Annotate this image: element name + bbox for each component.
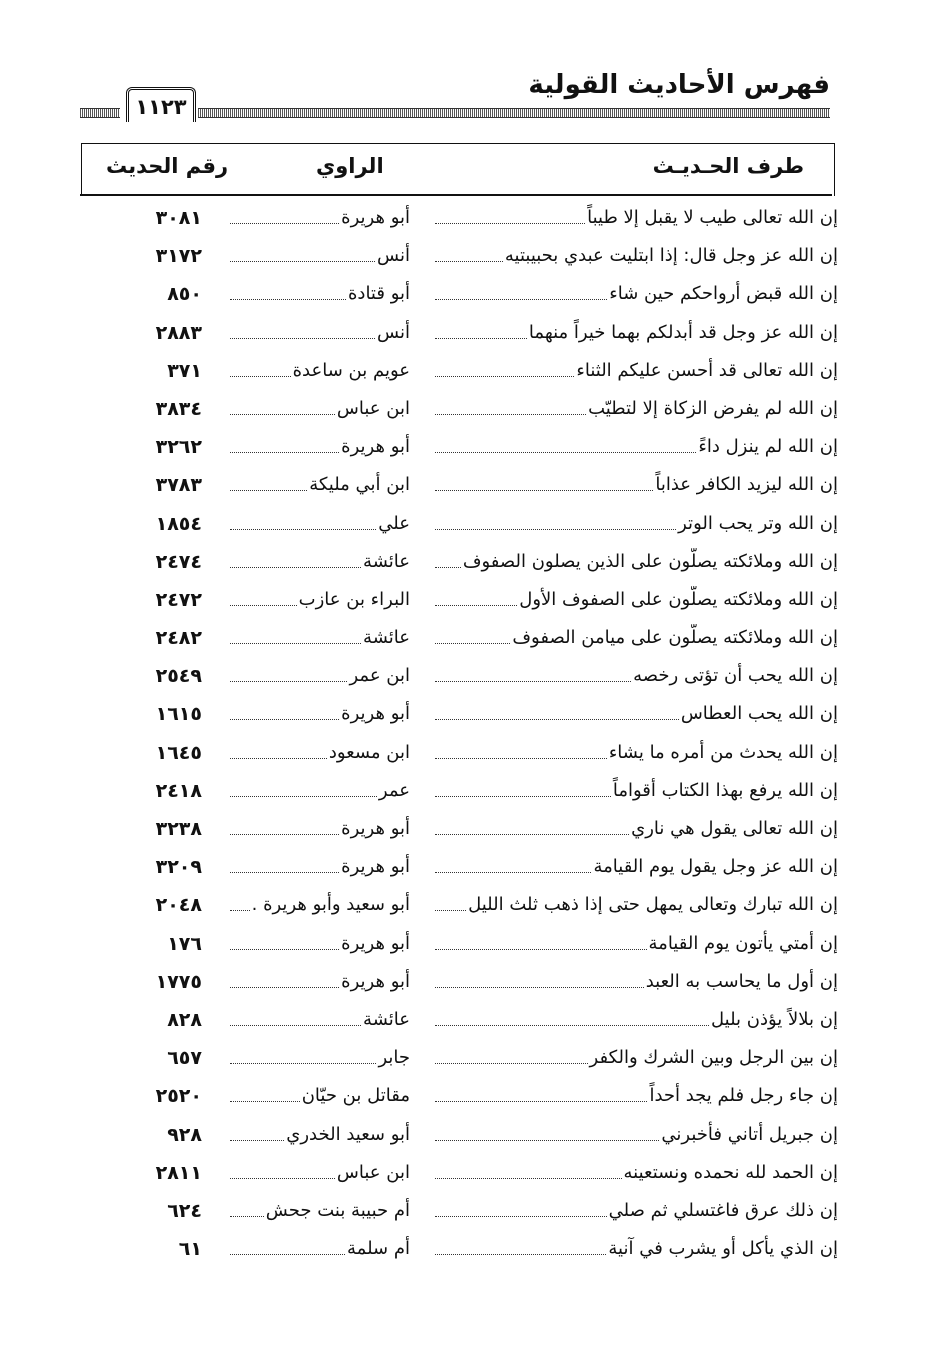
narrator-text: مقاتل بن حيّان [301, 1085, 410, 1107]
leader-dots [435, 510, 676, 530]
hadith-number: ٦٥٧ [167, 1047, 202, 1070]
leader-dots [230, 700, 339, 720]
hadith-cell [435, 1159, 838, 1187]
column-header-number: رقم الحديث [106, 154, 229, 178]
hadith-text: إن أول ما يحاسب به العبد [645, 970, 838, 992]
narrator-text: أبو هريرة [341, 818, 410, 839]
leader-dots [435, 1006, 709, 1026]
leader-dots [230, 1121, 284, 1141]
table-row [80, 236, 840, 274]
narrator-text: عويم بن ساعدة [292, 359, 410, 381]
hadith-text: إن الله ليزيد الكافر عذاباً [655, 474, 838, 496]
hadith-text: إن الله يحب العطاس [680, 703, 838, 725]
leader-dots [435, 739, 607, 759]
leader-dots [230, 280, 346, 300]
narrator-cell [230, 815, 410, 843]
page-title: فهرس الأحاديث القولية [528, 70, 830, 100]
narrator-cell [230, 624, 410, 652]
narrator-text: عائشة [363, 627, 410, 649]
hadith-text: إن الله يحب أن تؤتى رخصه [633, 665, 838, 687]
hadith-number: ١٧٦ [167, 932, 202, 955]
column-header [81, 143, 835, 196]
narrator-text: ابن عمر [349, 665, 410, 687]
narrator-cell [230, 1082, 410, 1110]
hadith-cell [435, 1082, 838, 1110]
leader-dots [230, 1159, 335, 1179]
leader-dots [435, 815, 629, 835]
narrator-text: أبو قتادة [348, 283, 410, 305]
leader-dots [435, 777, 611, 797]
table-row [80, 924, 840, 962]
hadith-number: ٢٥٤٩ [155, 665, 202, 688]
leader-dots [230, 815, 339, 835]
hadith-number: ٣١٧٢ [155, 245, 202, 268]
hadith-number: ٣٢٣٨ [155, 818, 202, 840]
hadith-cell [435, 662, 838, 690]
hadith-number: ١٦١٥ [155, 703, 202, 726]
hadith-number: ٨٥٠ [167, 283, 202, 306]
hadith-number: ٢٥٢٠ [155, 1085, 202, 1108]
table-row [80, 656, 840, 694]
hadith-number: ٢٨١١ [155, 1161, 202, 1184]
leader-dots [435, 319, 527, 339]
hadith-number: ٢٤٧٤ [155, 550, 202, 573]
leader-dots [230, 204, 339, 224]
hadith-text: إن الله وملائكته يصلّون على ميامن الصفوف [512, 627, 838, 649]
leader-dots [435, 280, 607, 300]
hadith-number: ٣٧٨٣ [155, 474, 202, 497]
leader-dots [230, 853, 339, 873]
leader-dots [230, 242, 375, 262]
leader-dots [435, 891, 466, 911]
hadith-cell [435, 968, 838, 996]
table-row [80, 1038, 840, 1076]
table-row [80, 694, 840, 732]
narrator-text: عائشة [363, 1008, 410, 1030]
leader-dots [435, 662, 631, 682]
narrator-cell [230, 891, 410, 919]
narrator-text: أنس [377, 321, 410, 343]
narrator-cell [230, 510, 410, 538]
hadith-number: ٣٨٣٤ [155, 397, 202, 420]
narrator-text: أبو هريرة [341, 856, 410, 878]
table-row [80, 962, 840, 1000]
hadith-number: ٢٤١٨ [155, 779, 202, 802]
page-header [80, 70, 830, 122]
leader-dots [435, 586, 517, 606]
hadith-number: ٣٢٠٩ [155, 856, 202, 879]
narrator-cell [230, 1235, 410, 1263]
table-row [80, 504, 840, 542]
narrator-cell [230, 357, 410, 385]
hadith-number: ٦١ [178, 1238, 202, 1261]
hadith-cell [435, 586, 838, 614]
hadith-text: إن أمتي يأتون يوم القيامة [648, 932, 838, 954]
hadith-cell [435, 1121, 838, 1149]
hadith-cell [435, 242, 838, 270]
hadith-number: ١٧٧٥ [155, 970, 202, 993]
leader-dots [230, 357, 291, 377]
hadith-text: إن الله تعالى قد أحسن عليكم الثناء [576, 359, 838, 381]
index-table [80, 198, 840, 1267]
hadith-text: إن الله عز وجل يقول يوم القيامة [593, 856, 838, 878]
leader-dots [435, 1121, 659, 1141]
leader-dots [230, 548, 361, 568]
hadith-text: إن الذي يأكل أو يشرب في آنية [608, 1238, 838, 1260]
narrator-text: عمر [378, 779, 410, 801]
leader-dots [435, 548, 461, 568]
hadith-text: إن ذلك عرق فاغتسلي ثم صلي [608, 1199, 838, 1221]
hadith-cell [435, 1006, 838, 1034]
hadith-number: ٩٢٨ [167, 1123, 202, 1146]
leader-dots [435, 204, 585, 224]
hadith-cell [435, 624, 838, 652]
hadith-number: ٣٠٨١ [155, 207, 202, 229]
leader-dots [230, 739, 327, 759]
hadith-cell [435, 739, 838, 767]
table-row [80, 351, 840, 389]
narrator-text: ابن أبي مليكة [309, 474, 410, 496]
hadith-text: إن بين الرجل وبين الشرك والكفر [589, 1047, 838, 1069]
hadith-number: ٣٧١ [167, 359, 202, 382]
column-header-narrator: الراوي [316, 154, 384, 178]
hadith-text: إن الله تعالى يقول هي ناري [631, 818, 838, 839]
hadith-cell [435, 204, 838, 232]
hadith-text: إن الله لم يفرض الزكاة إلا لتطيّب [588, 397, 838, 419]
leader-dots [435, 1197, 607, 1217]
hadith-cell [435, 1235, 838, 1263]
hadith-cell [435, 891, 838, 919]
hadith-cell [435, 930, 838, 958]
narrator-cell [230, 853, 410, 881]
narrator-text: أبو هريرة [341, 703, 410, 725]
hadith-cell [435, 510, 838, 538]
table-row [80, 847, 840, 885]
table-row [80, 771, 840, 809]
narrator-cell [230, 433, 410, 461]
narrator-text: جابر [378, 1047, 410, 1069]
hadith-number: ٣٢٦٢ [155, 436, 202, 459]
column-header-hadith: طرف الحـديـث [652, 154, 804, 178]
narrator-cell [230, 968, 410, 996]
hadith-text: إن الحمد لله نحمده ونستعينه [623, 1161, 838, 1183]
narrator-cell [230, 204, 410, 232]
narrator-cell [230, 930, 410, 958]
table-row [80, 1229, 840, 1267]
table-row [80, 542, 840, 580]
table-row [80, 733, 840, 771]
header-rule-right [198, 108, 830, 118]
leader-dots [230, 777, 377, 797]
leader-dots [230, 968, 339, 988]
table-row [80, 389, 840, 427]
leader-dots [230, 471, 307, 491]
hadith-number: ٢٤٧٢ [155, 588, 202, 611]
table-row [80, 465, 840, 503]
narrator-text: أبو هريرة [341, 970, 410, 992]
leader-dots [435, 433, 696, 453]
hadith-text: إن الله وملائكته يصلّون على الذين يصلون الصفوف [462, 550, 838, 572]
narrator-cell [230, 395, 410, 423]
table-row [80, 1115, 840, 1153]
narrator-cell [230, 1159, 410, 1187]
leader-dots [230, 1082, 300, 1102]
column-header-rule [80, 194, 832, 196]
table-row [80, 1191, 840, 1229]
hadith-number: ٢٤٨٢ [155, 627, 202, 650]
narrator-text: أبو سعيد وأبو هريرة . [251, 894, 410, 916]
leader-dots [230, 510, 376, 530]
narrator-text: أنس [377, 245, 410, 267]
narrator-cell [230, 586, 410, 614]
hadith-cell [435, 471, 838, 499]
narrator-cell [230, 548, 410, 576]
hadith-cell [435, 319, 838, 347]
narrator-cell [230, 280, 410, 308]
leader-dots [435, 624, 510, 644]
hadith-number: ٨٢٨ [167, 1008, 202, 1031]
narrator-text: أم حبيبة بنت جحش [265, 1199, 410, 1221]
narrator-cell [230, 471, 410, 499]
hadith-cell [435, 1197, 838, 1225]
table-row [80, 618, 840, 656]
leader-dots [230, 319, 375, 339]
table-row [80, 885, 840, 923]
leader-dots [435, 1159, 622, 1179]
narrator-text: أبو هريرة [341, 207, 410, 228]
leader-dots [230, 1197, 264, 1217]
narrator-cell [230, 777, 410, 805]
hadith-cell [435, 853, 838, 881]
leader-dots [230, 586, 297, 606]
hadith-text: إن الله يرفع بهذا الكتاب أقواماً [612, 779, 838, 801]
hadith-cell [435, 700, 838, 728]
leader-dots [435, 853, 591, 873]
narrator-text: ابن مسعود [328, 741, 410, 763]
table-row [80, 198, 840, 236]
leader-dots [435, 242, 503, 262]
leader-dots [435, 395, 586, 415]
narrator-text: عائشة [363, 550, 410, 572]
hadith-number: ١٦٤٥ [155, 741, 202, 764]
hadith-cell [435, 548, 838, 576]
hadith-cell [435, 777, 838, 805]
hadith-text: إن بلالاً يؤذن بليل [711, 1008, 838, 1030]
narrator-text: أبو هريرة [341, 932, 410, 954]
table-row [80, 580, 840, 618]
narrator-cell [230, 1044, 410, 1072]
leader-dots [435, 968, 644, 988]
leader-dots [435, 930, 647, 950]
hadith-number: ٢٨٨٣ [155, 321, 202, 344]
leader-dots [435, 357, 574, 377]
narrator-cell [230, 662, 410, 690]
hadith-cell [435, 815, 838, 843]
hadith-text: إن الله قبض أرواحكم حين شاء [609, 283, 838, 305]
hadith-text: إن الله وملائكته يصلّون على الصفوف الأول [519, 588, 838, 610]
leader-dots [435, 1044, 588, 1064]
leader-dots [230, 624, 361, 644]
hadith-cell [435, 1044, 838, 1072]
hadith-text: إن الله عز وجل قال: إذا ابتليت عبدي بحبيبتيه [504, 245, 838, 267]
narrator-text: البراء بن عازب [298, 588, 410, 610]
narrator-text: ابن عباس [336, 1161, 410, 1183]
hadith-cell [435, 280, 838, 308]
hadith-text: إن جبريل أتاني فأخبرني [661, 1123, 838, 1145]
leader-dots [435, 471, 653, 491]
table-row [80, 1076, 840, 1114]
narrator-cell [230, 1197, 410, 1225]
hadith-number: ٢٠٤٨ [155, 894, 202, 917]
hadith-cell [435, 357, 838, 385]
leader-dots [230, 1006, 361, 1026]
leader-dots [230, 395, 335, 415]
narrator-cell [230, 739, 410, 767]
hadith-number: ١٨٥٤ [155, 512, 202, 535]
hadith-number: ٦٢٤ [167, 1199, 202, 1222]
table-row [80, 809, 840, 847]
table-row [80, 274, 840, 312]
table-row [80, 1153, 840, 1191]
hadith-text: إن الله يحدث من أمره ما يشاء [608, 741, 838, 763]
narrator-cell [230, 319, 410, 347]
narrator-cell [230, 700, 410, 728]
leader-dots [435, 1082, 647, 1102]
table-row [80, 1000, 840, 1038]
leader-dots [230, 930, 339, 950]
leader-dots [230, 662, 347, 682]
header-rule-left [80, 108, 120, 118]
narrator-cell [230, 1006, 410, 1034]
leader-dots [230, 891, 250, 911]
narrator-text: أبو سعيد الخدري [286, 1123, 410, 1145]
hadith-text: إن الله تعالى طيب لا يقبل إلا طيباً [587, 207, 838, 228]
narrator-text: أبو هريرة [341, 436, 410, 458]
narrator-cell [230, 1121, 410, 1149]
leader-dots [435, 1235, 606, 1255]
leader-dots [230, 433, 339, 453]
narrator-text: علي [378, 512, 410, 534]
hadith-text: إن جاء رجل فلم يجد أحداً [649, 1085, 838, 1107]
leader-dots [435, 700, 679, 720]
hadith-text: إن الله تبارك وتعالى يمهل حتى إذا ذهب ثلث الليل [468, 894, 838, 916]
hadith-cell [435, 395, 838, 423]
leader-dots [230, 1235, 345, 1255]
hadith-text: إن الله وتر يحب الوتر [678, 512, 838, 534]
narrator-cell [230, 242, 410, 270]
hadith-text: إن الله عز وجل قد أبدلكم بهما خيراً منهما [528, 321, 838, 343]
narrator-text: ابن عباس [336, 397, 410, 419]
page-number: ١١٢٣ [126, 87, 196, 122]
leader-dots [230, 1044, 376, 1064]
hadith-cell [435, 433, 838, 461]
narrator-text: أم سلمة [347, 1238, 410, 1260]
table-row [80, 427, 840, 465]
table-row [80, 313, 840, 351]
hadith-text: إن الله لم ينزل داءً [698, 436, 838, 458]
